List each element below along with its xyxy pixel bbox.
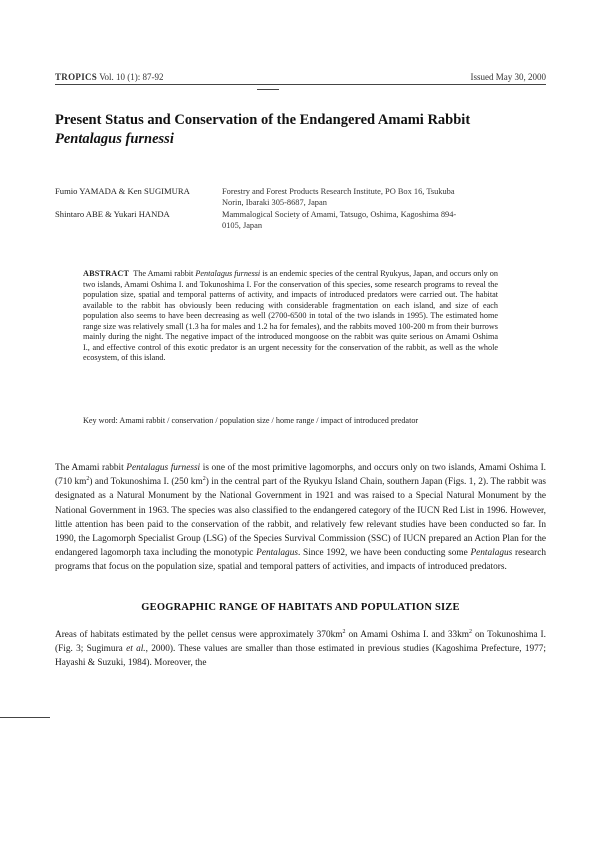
keywords-label: Key word: xyxy=(83,416,118,425)
intro-text: ) and Tokunoshima I. (250 km xyxy=(89,477,203,488)
section-heading: GEOGRAPHIC RANGE OF HABITATS AND POPULATION SIZE xyxy=(141,602,460,613)
section-text: on Tokunoshima I. (Fig. 3; Sugimura xyxy=(55,630,546,655)
section-text: , 2000). These values are smaller than those estimated in previous studies (Kagoshima Prefecture, 1977; Hayashi & Suzuki, 1984). Moreover, the xyxy=(55,644,546,669)
running-header xyxy=(55,71,546,83)
journal-name: TROPICS xyxy=(55,72,98,82)
intro-paragraph xyxy=(55,461,546,575)
superscript: 2 xyxy=(469,628,472,635)
affiliation-2: Mammalogical Society of Amami, Tatsugo, Oshima, Kagoshima 894-0105, Japan xyxy=(222,210,457,230)
section-text: Areas of habitats estimated by the pellet census were approximately 370km xyxy=(55,630,343,640)
title-main: Present Status and Conservation of the Endangered Amami Rabbit xyxy=(55,112,471,128)
intro-text: ) in the central part of the Ryukyu Island Chain, southern Japan (Figs. 1, 2). The rabbit was designated as a Natural Monument by the National Government in 1921 and was raised to a Special Natural Monument by the National Government in 1963. The species was also classified to the endangered category of the IUCN Red List in 1996. However, little attention has been paid to the conservation of the rabbit, and relatively few relevant studies have been conducted so far. In 1990, the Lagomorph Specialist Group (LSG) of the Species Survival Commission (SSC) of IUCN prepared an Action Plan for the endangered lagomorph taxa including the monotypic xyxy=(55,477,546,559)
keywords xyxy=(83,416,498,427)
abstract-label: ABSTRACT xyxy=(83,269,130,278)
superscript: 2 xyxy=(202,476,206,483)
intro-species: Pentalagus furnessi xyxy=(126,463,201,473)
affiliation-1: Forestry and Forest Products Research Institute, PO Box 16, Tsukuba Norin, Ibaraki 305-8687, Japan xyxy=(222,187,455,207)
abstract-text-1: The Amami rabbit xyxy=(133,269,196,278)
keywords-text: Amami rabbit / conservation / population size / home range / impact of introduced predator xyxy=(119,416,419,425)
intro-text: . Since 1992, we have been conducting some xyxy=(297,548,471,559)
author-group-2: Shintaro ABE & Yukari HANDA xyxy=(55,209,170,219)
header-short-rule xyxy=(257,89,279,90)
abstract xyxy=(83,269,498,364)
intro-text: research programs that focus on the population size, spatial and temporal patters of activities, and impacts of introduced predators. xyxy=(55,548,546,573)
section-paragraph xyxy=(55,628,546,671)
article-title xyxy=(55,111,495,149)
footnote-rule xyxy=(0,717,50,718)
author-group-1: Fumio YAMADA & Ken SUGIMURA xyxy=(55,186,190,196)
et-al: et al. xyxy=(126,644,146,655)
title-species: Pentalagus furnessi xyxy=(55,131,174,147)
section-text: on Amami Oshima I. and 33km xyxy=(345,630,469,640)
superscript: 2 xyxy=(342,628,346,635)
abstract-species: Pentalagus furnessi xyxy=(195,269,261,278)
volume-pages: Vol. 10 (1): 87-92 xyxy=(99,72,164,82)
superscript: 2 xyxy=(86,476,90,483)
header-rule xyxy=(55,84,546,85)
intro-text: is one of the most primitive lagomorphs, and occurs only on two islands, Amami Oshima I. (710 km xyxy=(55,463,546,488)
intro-genus: Pentalagus xyxy=(256,548,298,559)
abstract-text-2: is an endemic species of the central Ryukyus, Japan, and occurs only on two islands, Amami Oshima I. and Tokunoshima I. For the conservation of this species, some research programs to reveal the population size, spatial and temporal patterns of activity, and impacts of introduced predators were carried out. The habitat available to the rabbit has obviously been reducing with considerable fragmentation on each island, and size of each population also seems to have been decreasing as well (2700-6500 in total of the two islands in 1995). The estimated home range size was relatively small (1.3 ha for males and 1.2 ha for females), and the rabbits moved 100-200 m from their burrows mainly during the night. The negative impact of the introduced mongoose on the rabbit was quite serious on Amami Oshima I., and effective control of this exotic predator is an urgent necessity for the conservation of the rabbit, as well as the whole ecosystem, of this island. xyxy=(83,269,498,362)
intro-text: The Amami rabbit xyxy=(55,463,127,473)
journal-citation xyxy=(55,71,164,83)
intro-genus: Pentalagus xyxy=(470,548,513,559)
issue-date: Issued May 30, 2000 xyxy=(470,72,546,82)
